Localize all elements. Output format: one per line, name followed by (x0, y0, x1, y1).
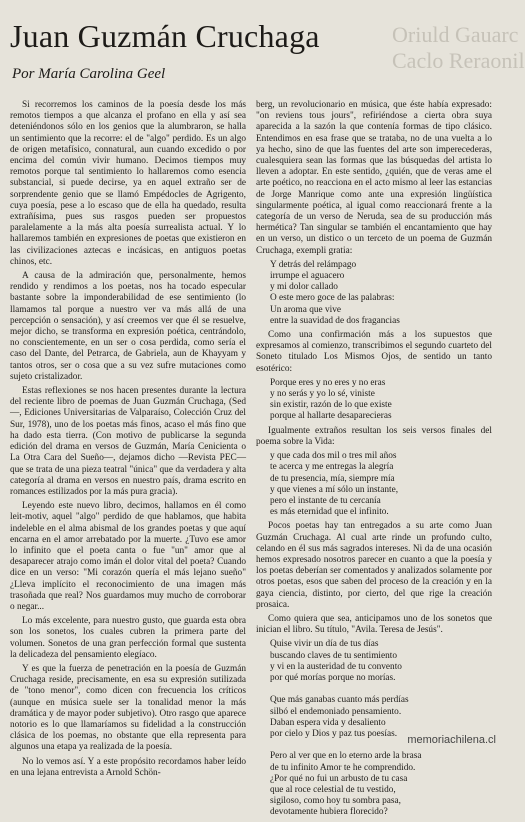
verse-excerpt: y que cada dos mil o tres mil años te acerca y me entregas la alegría de tu presencia, mía, siempre mía y que vienes a mí sólo un instante, pero el instante de tu cercanía es más eternidad que el infinito. (270, 451, 399, 518)
bleed-line: Caclo Reraonil (392, 48, 525, 73)
left-column (10, 100, 246, 782)
paragraph: Leyendo este nuevo libro, decimos, hallamos en él como leit-motiv, aquel "algo" perdido de que hablamos, que habita indeleble en el alma abismal de los grandes poetas y que aquí encarna en el amor arrebatado por la muerte. ¿Tuvo ese amor lo infinito que el poeta canta o fue "un" amor que al desaparecer atrajo como imán el dolor vital del poeta? Cuando dice en un verso: "Mi corazón quería el más lejano sueño" ¿Lleva implícito el reconocimiento de una imagen más trasoñada que real? Nos guardamos muy mucho de corroborar o negar... (10, 501, 246, 612)
paragraph: Igualmente extraños resultan los seis versos finales del poema sobre la Vida: (256, 425, 492, 447)
source-watermark: memoriachilena.cl (407, 734, 496, 746)
paragraph: Y es que la fuerza de penetración en la poesía de Guzmán Cruchaga reside, precisamente, en esa su expresión sutilizada de "tono menor", como dicen con frecuencia los críticos (aunque en música suele ser la tonalidad menor la más dramática y de mayor poder subjetivo). Otro rasgo que aparece notorio es lo que llamaríamos su fidelidad a la construcción clásica de los poemas, no obstante que ella representa para algunos una etapa ya realizada de la poesía. (10, 663, 246, 753)
sonnet-avila: Quise vivir un día de tus días buscando claves de tu sentimiento y vi en la austeridad de tu convento por qué morías porque no morías. Que más ganabas cuanto más perdías silbó el endemoniado pensamiento. Daban espera vida y desaliento por cielo y Dios y paz tus poesías. Pero al ver que en lo eterno arde la brasa de tu infinito Amor te he comprendido. ¿Por qué no fui un arbusto de tu casa que al roce celestial de tu vestido, sigiloso, como hoy tu sombra pasa, devotamente hubiera florecido? (270, 639, 422, 818)
paragraph: Como quiera que sea, anticipamos uno de los sonetos que inician el libro. Su título, "Avila. Teresa de Jesús". (256, 613, 492, 636)
verse-excerpt: Y detrás del relámpago irrumpe el aguacero y mi dolor callado O este mero goce de las palabras: Un aroma que vive entre la suavidad de dos fragancias (270, 259, 400, 326)
paragraph: berg, un revolucionario en música, que éste había expresado: "on reviens tous jours", refiriéndose a cierta obra suya aparecida a la sazón la que contenía formas de tipo clásico. Entendimos en esa frase que se trataba, no de una vuelta a lo ya hecho, sino de que las fuentes del arte son imperecederas, cualesquiera sean las formas que las búsquedas del artista lo lleven a adoptar. En este sentido, ¿quién, que de veras ame el arte poético, no reacciona en el acto mismo al leer las estancias de Jorge Manrique como ante una expresión lingüística singularmente poética, al igual como reaccionará frente a la categoría de un verso de Neruda, sea de su producción más hermética? Tan singular se también el encantamiento que hay en un verso, un distico o un terceto de un poema de Guzmán Cruchaga, exempli gratia: (256, 100, 492, 256)
paragraph: Pocos poetas hay tan entregados a su arte como Juan Guzmán Cruchaga. Al cual arte rinde un profundo culto, celando en él sus más sagrados intereses. Ni da de una ocasión hemos expresado nosotros parecer en cuanto a que la poesía y los poetas deberían ser comentados y analizados solamente por otros poetas, esos que saben del proceso de la creación y en la gaya ciencia, distinto, por cierto, del que rige la creación prosaica. (256, 521, 492, 610)
article-title: Juan Guzmán Cruchaga (10, 18, 320, 54)
article-author: Por María Carolina Geel (12, 66, 166, 82)
right-column (256, 100, 492, 822)
paragraph: No lo vemos así. Y a este propósito recordamos haber leído en una lejana entrevista a Arnold Schön- (10, 756, 246, 778)
paragraph: Lo más excelente, para nuestro gusto, que guarda esta obra son los sonetos, los cuales cubren la primera parte del volumen. Sonetos de una gran perfección formal que sustenta la delicadeza del pensamiento elegíaco. (10, 616, 246, 660)
paragraph: Como una confirmación más a los supuestos que expresamos al comienzo, transcribimos el segundo cuarteto del Soneto titulado Los Mismos Ojos, de sentido un tanto esotérico: (256, 330, 492, 374)
verse-excerpt: Porque eres y no eres y no eras y no serás y yo lo sé, viniste sin existir, razón de lo que existe porque al hallarte desaparecieras (270, 377, 392, 422)
paragraph: Estas reflexiones se nos hacen presentes durante la lectura del reciente libro de poemas de Juan Guzmán Cruchaga, (Sed —, Ediciones Universitarias de Valparaíso, Colección Cruz del Sur, 1978), uno de los poetas más finos, acaso el más fino que ha dado esta tierra. (Con motivo de publicarse la segunda edición del drama en versos de Guzmán, María Cenicienta o La Otra Cara del Sueño—, dejamos dicho —Revista PEC— que se trata de una pieza teatral "única" que da verdadera y alta categoría al drama en versos en nuestro país, drama escrito en romances estilizados por la más pura gracia). (10, 386, 246, 497)
adjacent-page-bleed (388, 22, 525, 112)
paragraph: Si recorremos los caminos de la poesía desde los más remotos tiempos a que alcanza el profano en ella y así sea deteniéndonos sólo en los genios que la alumbraron, se halla un sentimiento que la recorre: el de "algo" perdido. Es un algo de origen metafísico, connatural, aun cuando excedido o por encima del común vivir humano. Decimos tiempos muy remotos porque tal sentimiento lo hallaremos como esencia substancial, si puede decirse, ya en aquel extraño ser de sorprendente genio que se llamó Empédocles de Agrigento, cuya poesía, pese a lo escaso que de ella ha quedado, resulta extrañísima, pues sus rasgos pueden ser propuestos paralelamente a la más alta poesía surrealista actual. Y lo hallaremos también en expresiones de poetas que existieron en las civilizaciones aztecas e incásicas, en antiguos poetas chinos, etc. (10, 100, 246, 267)
bleed-line: Oriuld Gauarc (392, 22, 519, 47)
paragraph: A causa de la admiración que, personalmente, hemos rendido y rendimos a los poetas, nos ha tocado especular bastante sobre la imponderabilidad de ese sentimiento (lo llamamos tal porque a nuestro ver va más allá de una percepción o sensación), y así creemos ver que él se resuelve, mejor dicho, se transforma en expresión poética, centrándolo, no conscientemente, en un ser o cosa perdida, como sería el caso del Dante, del Petrarca, de Gabriela, aun de Khayyam y tantos otros, ser o cosa que a su vez sufre mutaciones como sujeto cristalizador. (10, 271, 246, 382)
